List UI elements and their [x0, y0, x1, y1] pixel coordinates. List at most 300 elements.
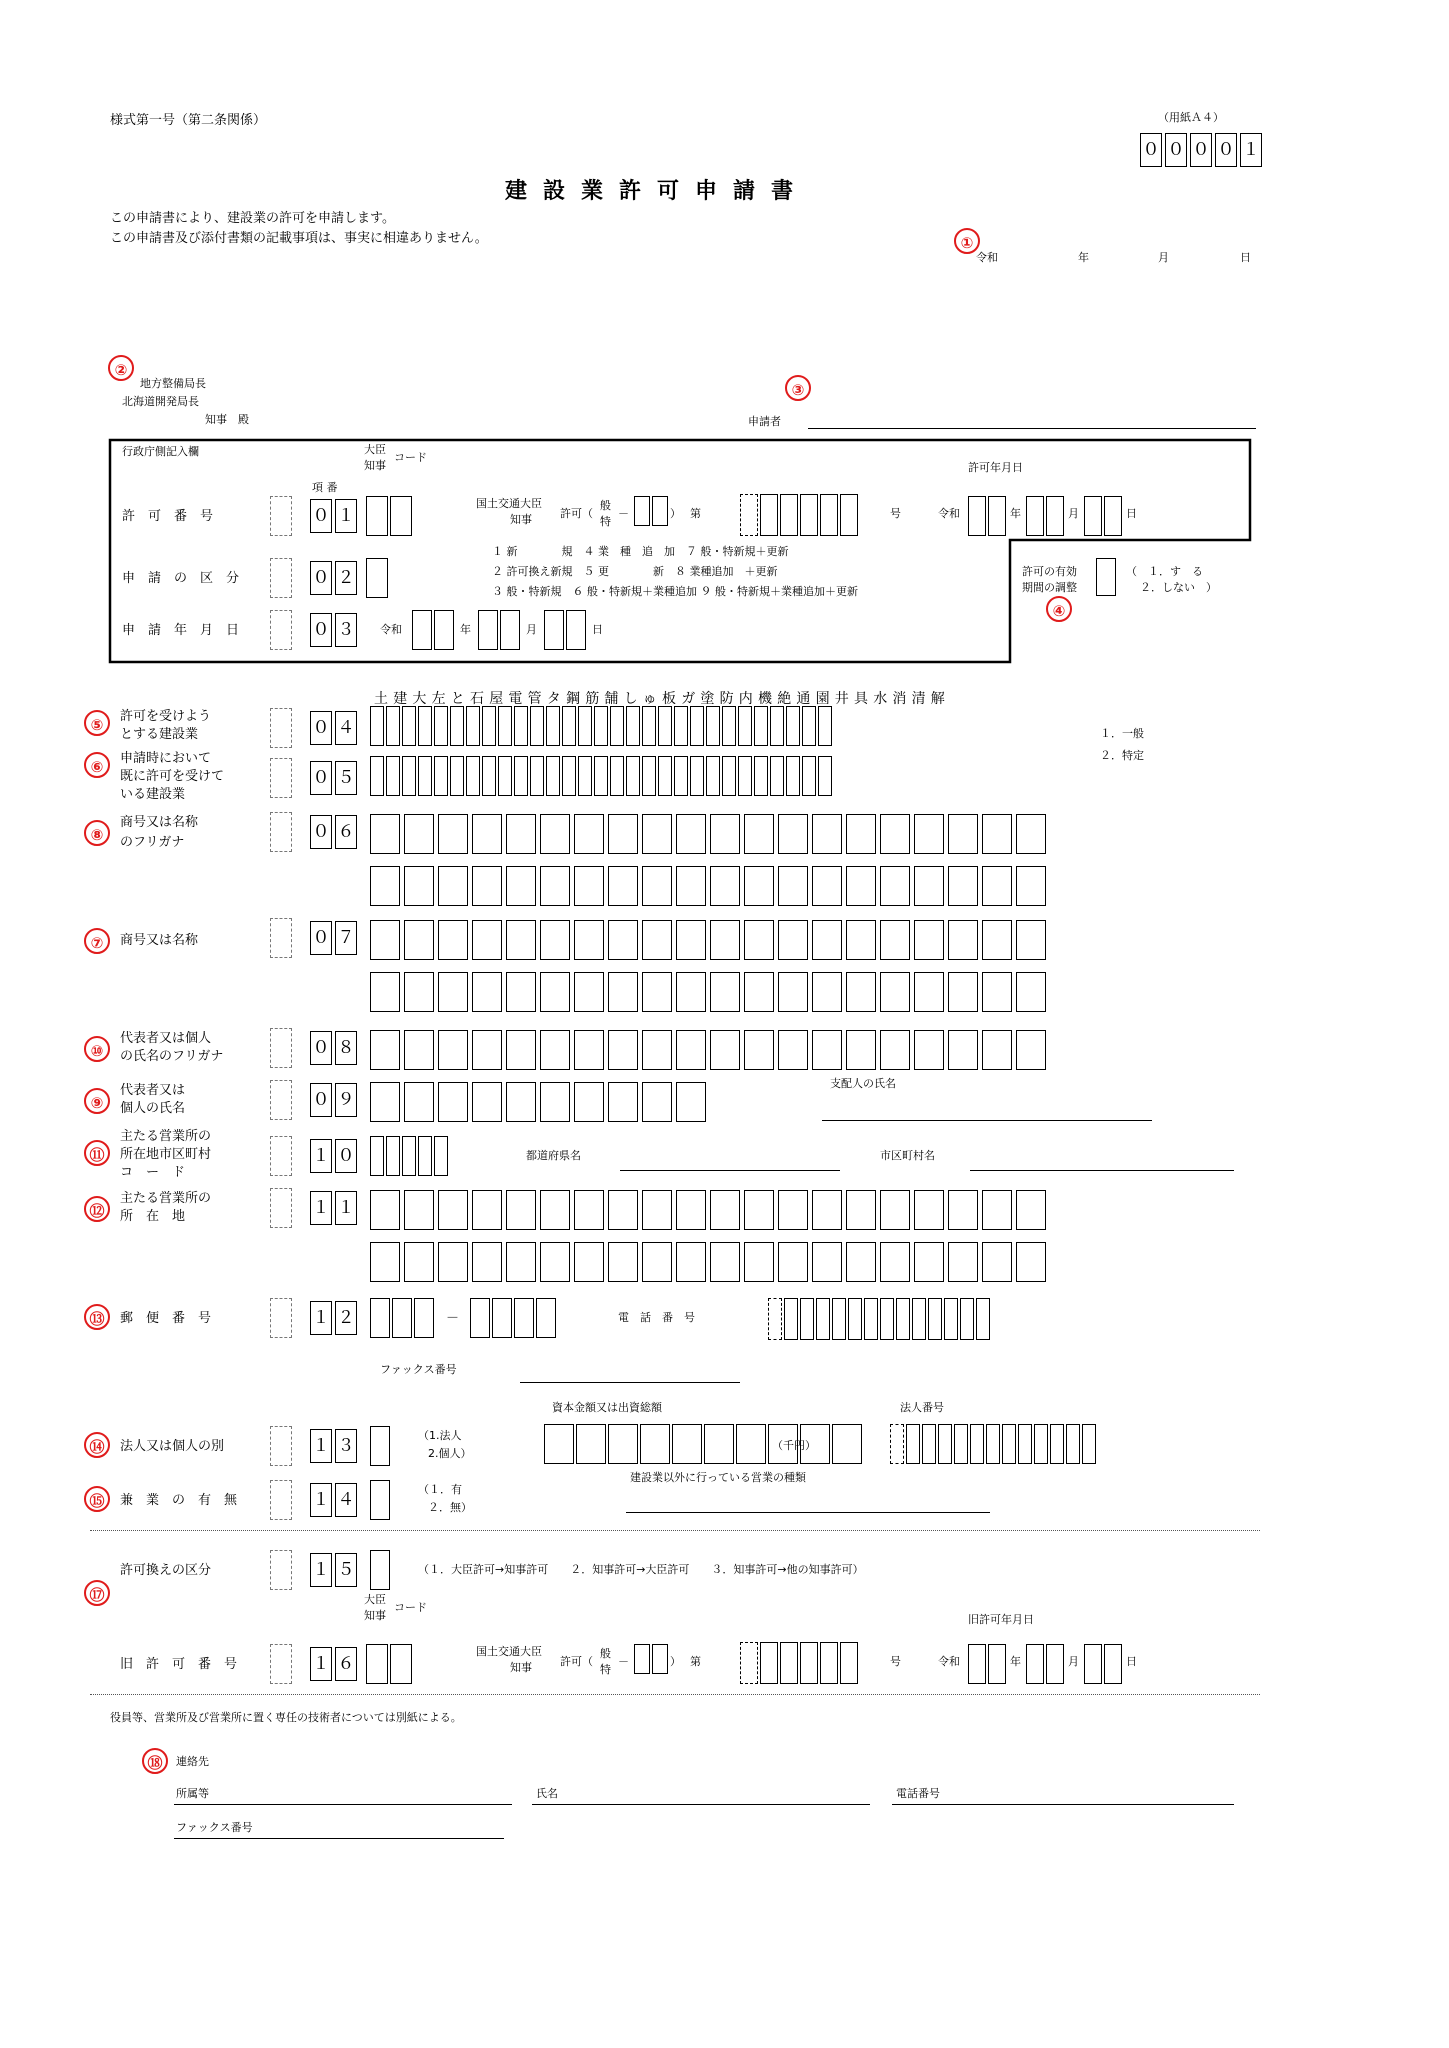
- input-cell[interactable]: [818, 756, 832, 796]
- input-cell[interactable]: [642, 920, 672, 960]
- address-boxes-2[interactable]: [370, 1242, 1046, 1282]
- input-cell[interactable]: [370, 972, 400, 1012]
- input-cell[interactable]: [472, 866, 502, 906]
- input-cell[interactable]: [948, 1242, 978, 1282]
- input-cell[interactable]: [710, 1030, 740, 1070]
- apply-month-boxes[interactable]: [478, 610, 520, 650]
- input-cell[interactable]: [848, 1298, 862, 1340]
- input-cell[interactable]: [404, 920, 434, 960]
- input-cell[interactable]: [970, 1424, 984, 1464]
- input-cell[interactable]: [470, 1298, 490, 1338]
- input-cell[interactable]: [574, 814, 604, 854]
- input-cell[interactable]: [438, 1242, 468, 1282]
- input-cell[interactable]: [404, 814, 434, 854]
- input-cell[interactable]: [744, 866, 774, 906]
- furigana-boxes-2[interactable]: [370, 866, 1046, 906]
- input-cell[interactable]: [472, 1190, 502, 1230]
- input-cell[interactable]: [676, 1242, 706, 1282]
- input-cell[interactable]: [370, 1298, 390, 1338]
- input-cell[interactable]: [846, 1190, 876, 1230]
- check-box[interactable]: [270, 1136, 292, 1176]
- input-cell[interactable]: [642, 972, 672, 1012]
- input-cell[interactable]: [450, 706, 464, 746]
- rep-furigana-boxes[interactable]: [370, 1030, 1046, 1070]
- input-cell[interactable]: [402, 706, 416, 746]
- input-cell[interactable]: [778, 1190, 808, 1230]
- input-cell[interactable]: [472, 814, 502, 854]
- input-cell[interactable]: [846, 866, 876, 906]
- input-cell[interactable]: [608, 1242, 638, 1282]
- fax-line[interactable]: [520, 1372, 740, 1383]
- input-cell[interactable]: [744, 972, 774, 1012]
- input-cell[interactable]: [546, 706, 560, 746]
- input-cell[interactable]: [672, 1424, 702, 1464]
- input-cell[interactable]: [370, 706, 384, 746]
- input-cell[interactable]: [574, 1242, 604, 1282]
- input-cell[interactable]: [812, 814, 842, 854]
- input-cell[interactable]: [846, 972, 876, 1012]
- zip-boxes-2[interactable]: [470, 1298, 556, 1338]
- other-biz-line[interactable]: [626, 1502, 990, 1513]
- check-box[interactable]: [270, 1028, 292, 1068]
- input-cell[interactable]: [514, 706, 528, 746]
- input-cell[interactable]: [706, 756, 720, 796]
- input-cell[interactable]: [562, 706, 576, 746]
- name-boxes-1[interactable]: [370, 920, 1046, 960]
- input-cell[interactable]: [540, 814, 570, 854]
- corp-no-boxes[interactable]: [890, 1424, 1096, 1464]
- input-cell[interactable]: [402, 1136, 416, 1176]
- input-cell[interactable]: [1016, 866, 1046, 906]
- input-cell[interactable]: [434, 706, 448, 746]
- input-cell[interactable]: [738, 706, 752, 746]
- input-cell[interactable]: [880, 866, 910, 906]
- input-cell[interactable]: [778, 1242, 808, 1282]
- input-cell[interactable]: [818, 706, 832, 746]
- input-cell[interactable]: [914, 814, 944, 854]
- input-cell[interactable]: [736, 1424, 766, 1464]
- zip-boxes-1[interactable]: [370, 1298, 434, 1338]
- input-cell[interactable]: [710, 972, 740, 1012]
- input-cell[interactable]: [472, 972, 502, 1012]
- apply-day-boxes[interactable]: [544, 610, 586, 650]
- input-cell[interactable]: [578, 756, 592, 796]
- input-cell[interactable]: [450, 756, 464, 796]
- input-cell[interactable]: [370, 920, 400, 960]
- input-cell[interactable]: [948, 866, 978, 906]
- input-cell[interactable]: [676, 814, 706, 854]
- input-cell[interactable]: [530, 756, 544, 796]
- input-cell[interactable]: [640, 1424, 670, 1464]
- input-cell[interactable]: [514, 756, 528, 796]
- permit-month-boxes[interactable]: [1026, 496, 1064, 536]
- check-box[interactable]: [270, 558, 292, 598]
- input-cell[interactable]: [778, 972, 808, 1012]
- apply-year-boxes[interactable]: [412, 610, 454, 650]
- input-cell[interactable]: [706, 706, 720, 746]
- input-cell[interactable]: [418, 706, 432, 746]
- input-cell[interactable]: [914, 1242, 944, 1282]
- check-box[interactable]: [270, 496, 292, 536]
- pref-line[interactable]: [620, 1160, 840, 1171]
- input-cell[interactable]: [1016, 920, 1046, 960]
- input-cell[interactable]: [610, 756, 624, 796]
- input-cell[interactable]: [744, 1190, 774, 1230]
- old-kind-boxes[interactable]: [634, 1644, 668, 1674]
- input-cell[interactable]: [802, 706, 816, 746]
- input-cell[interactable]: [414, 1298, 434, 1338]
- contact-name-line[interactable]: [532, 1792, 870, 1805]
- input-cell[interactable]: [880, 1190, 910, 1230]
- contact-tel-line[interactable]: [892, 1792, 1234, 1805]
- permit-day-boxes[interactable]: [1084, 496, 1122, 536]
- input-cell[interactable]: [944, 1298, 958, 1340]
- permit-year-boxes[interactable]: [968, 496, 1006, 536]
- input-cell[interactable]: [404, 972, 434, 1012]
- input-cell[interactable]: [404, 1242, 434, 1282]
- input-cell[interactable]: [832, 1298, 846, 1340]
- input-cell[interactable]: [812, 1242, 842, 1282]
- input-cell[interactable]: [574, 1030, 604, 1070]
- input-cell[interactable]: [690, 756, 704, 796]
- permit-kind-boxes[interactable]: [634, 496, 668, 526]
- input-cell[interactable]: [948, 972, 978, 1012]
- input-cell[interactable]: [642, 1030, 672, 1070]
- input-cell[interactable]: [370, 756, 384, 796]
- office-code-boxes[interactable]: [366, 496, 412, 536]
- input-cell[interactable]: [434, 756, 448, 796]
- input-cell[interactable]: [846, 814, 876, 854]
- input-cell[interactable]: [578, 706, 592, 746]
- trade-boxes-apply[interactable]: [370, 706, 832, 746]
- input-cell[interactable]: [472, 1242, 502, 1282]
- old-day-boxes[interactable]: [1084, 1644, 1122, 1684]
- contact-fax-line[interactable]: [174, 1826, 504, 1839]
- input-cell[interactable]: [608, 1190, 638, 1230]
- corp-type-box[interactable]: [370, 1426, 390, 1466]
- input-cell[interactable]: [642, 756, 656, 796]
- input-cell[interactable]: [540, 1242, 570, 1282]
- input-cell[interactable]: [642, 1082, 672, 1122]
- check-box[interactable]: [270, 812, 292, 852]
- input-cell[interactable]: [540, 1030, 570, 1070]
- input-cell[interactable]: [540, 1082, 570, 1122]
- input-cell[interactable]: [1082, 1424, 1096, 1464]
- input-cell[interactable]: [576, 1424, 606, 1464]
- input-cell[interactable]: [404, 1082, 434, 1122]
- input-cell[interactable]: [1016, 972, 1046, 1012]
- input-cell[interactable]: [744, 1030, 774, 1070]
- input-cell[interactable]: [954, 1424, 968, 1464]
- input-cell[interactable]: [802, 756, 816, 796]
- input-cell[interactable]: [812, 972, 842, 1012]
- input-cell[interactable]: [982, 1190, 1012, 1230]
- input-cell[interactable]: [544, 1424, 574, 1464]
- input-cell[interactable]: [438, 814, 468, 854]
- input-cell[interactable]: [438, 972, 468, 1012]
- old-year-boxes[interactable]: [968, 1644, 1006, 1684]
- input-cell[interactable]: [574, 972, 604, 1012]
- input-cell[interactable]: [370, 1030, 400, 1070]
- check-box[interactable]: [270, 758, 292, 798]
- input-cell[interactable]: [928, 1298, 942, 1340]
- input-cell[interactable]: [914, 866, 944, 906]
- input-cell[interactable]: [466, 706, 480, 746]
- input-cell[interactable]: [690, 706, 704, 746]
- input-cell[interactable]: [642, 814, 672, 854]
- old-code-boxes[interactable]: [366, 1644, 412, 1684]
- input-cell[interactable]: [982, 972, 1012, 1012]
- input-cell[interactable]: [404, 866, 434, 906]
- input-cell[interactable]: [546, 756, 560, 796]
- input-cell[interactable]: [948, 1030, 978, 1070]
- input-cell[interactable]: [506, 1082, 536, 1122]
- input-cell[interactable]: [608, 972, 638, 1012]
- input-cell[interactable]: [914, 920, 944, 960]
- city-line[interactable]: [970, 1160, 1234, 1171]
- input-cell[interactable]: [1050, 1424, 1064, 1464]
- input-cell[interactable]: [890, 1424, 904, 1464]
- input-cell[interactable]: [786, 706, 800, 746]
- input-cell[interactable]: [540, 1190, 570, 1230]
- furigana-boxes-1[interactable]: [370, 814, 1046, 854]
- input-cell[interactable]: [948, 920, 978, 960]
- rep-name-boxes[interactable]: [370, 1082, 706, 1122]
- input-cell[interactable]: [610, 706, 624, 746]
- input-cell[interactable]: [676, 920, 706, 960]
- input-cell[interactable]: [658, 706, 672, 746]
- input-cell[interactable]: [710, 1190, 740, 1230]
- input-cell[interactable]: [392, 1298, 412, 1338]
- input-cell[interactable]: [370, 1242, 400, 1282]
- input-cell[interactable]: [472, 1030, 502, 1070]
- check-box[interactable]: [270, 1644, 292, 1684]
- input-cell[interactable]: [626, 706, 640, 746]
- input-cell[interactable]: [1016, 1242, 1046, 1282]
- input-cell[interactable]: [846, 1242, 876, 1282]
- input-cell[interactable]: [608, 920, 638, 960]
- input-cell[interactable]: [506, 972, 536, 1012]
- input-cell[interactable]: [676, 866, 706, 906]
- trade-boxes-existing[interactable]: [370, 756, 832, 796]
- input-cell[interactable]: [738, 756, 752, 796]
- input-cell[interactable]: [466, 756, 480, 796]
- input-cell[interactable]: [506, 1030, 536, 1070]
- input-cell[interactable]: [800, 1298, 814, 1340]
- input-cell[interactable]: [778, 920, 808, 960]
- input-cell[interactable]: [386, 756, 400, 796]
- old-month-boxes[interactable]: [1026, 1644, 1064, 1684]
- check-box[interactable]: [270, 1080, 292, 1120]
- input-cell[interactable]: [438, 1082, 468, 1122]
- input-cell[interactable]: [642, 1242, 672, 1282]
- input-cell[interactable]: [370, 1082, 400, 1122]
- city-code-boxes[interactable]: [370, 1136, 448, 1176]
- input-cell[interactable]: [786, 756, 800, 796]
- input-cell[interactable]: [594, 706, 608, 746]
- input-cell[interactable]: [986, 1424, 1000, 1464]
- input-cell[interactable]: [710, 866, 740, 906]
- input-cell[interactable]: [674, 706, 688, 746]
- input-cell[interactable]: [626, 756, 640, 796]
- input-cell[interactable]: [608, 1082, 638, 1122]
- input-cell[interactable]: [506, 920, 536, 960]
- validity-box[interactable]: [1096, 558, 1116, 596]
- input-cell[interactable]: [938, 1424, 952, 1464]
- input-cell[interactable]: [676, 1082, 706, 1122]
- input-cell[interactable]: [370, 814, 400, 854]
- input-cell[interactable]: [574, 1190, 604, 1230]
- input-cell[interactable]: [402, 756, 416, 796]
- input-cell[interactable]: [982, 920, 1012, 960]
- input-cell[interactable]: [608, 1424, 638, 1464]
- input-cell[interactable]: [506, 1242, 536, 1282]
- input-cell[interactable]: [770, 706, 784, 746]
- input-cell[interactable]: [1002, 1424, 1016, 1464]
- apply-kubun-box[interactable]: [366, 558, 388, 598]
- input-cell[interactable]: [1066, 1424, 1080, 1464]
- input-cell[interactable]: [574, 866, 604, 906]
- input-cell[interactable]: [948, 814, 978, 854]
- input-cell[interactable]: [812, 920, 842, 960]
- input-cell[interactable]: [982, 866, 1012, 906]
- input-cell[interactable]: [498, 756, 512, 796]
- input-cell[interactable]: [710, 920, 740, 960]
- input-cell[interactable]: [816, 1298, 830, 1340]
- input-cell[interactable]: [530, 706, 544, 746]
- input-cell[interactable]: [1016, 1190, 1046, 1230]
- input-cell[interactable]: [514, 1298, 534, 1338]
- check-box[interactable]: [270, 1480, 292, 1520]
- input-cell[interactable]: [744, 814, 774, 854]
- permit-number-boxes[interactable]: [740, 494, 858, 536]
- input-cell[interactable]: [880, 1242, 910, 1282]
- input-cell[interactable]: [676, 972, 706, 1012]
- input-cell[interactable]: [982, 814, 1012, 854]
- input-cell[interactable]: [864, 1298, 878, 1340]
- input-cell[interactable]: [896, 1298, 910, 1340]
- input-cell[interactable]: [608, 814, 638, 854]
- input-cell[interactable]: [744, 920, 774, 960]
- input-cell[interactable]: [386, 706, 400, 746]
- address-boxes-1[interactable]: [370, 1190, 1046, 1230]
- input-cell[interactable]: [778, 814, 808, 854]
- input-cell[interactable]: [880, 972, 910, 1012]
- input-cell[interactable]: [674, 756, 688, 796]
- input-cell[interactable]: [386, 1136, 400, 1176]
- input-cell[interactable]: [948, 1190, 978, 1230]
- input-cell[interactable]: [922, 1424, 936, 1464]
- input-cell[interactable]: [914, 1030, 944, 1070]
- input-cell[interactable]: [812, 1030, 842, 1070]
- input-cell[interactable]: [676, 1190, 706, 1230]
- check-box[interactable]: [270, 1298, 292, 1338]
- kengyo-box[interactable]: [370, 1480, 390, 1520]
- input-cell[interactable]: [438, 1190, 468, 1230]
- input-cell[interactable]: [536, 1298, 556, 1338]
- input-cell[interactable]: [506, 814, 536, 854]
- input-cell[interactable]: [880, 920, 910, 960]
- check-box[interactable]: [270, 1426, 292, 1466]
- input-cell[interactable]: [540, 920, 570, 960]
- input-cell[interactable]: [642, 866, 672, 906]
- check-box[interactable]: [270, 1188, 292, 1228]
- input-cell[interactable]: [404, 1190, 434, 1230]
- check-box[interactable]: [270, 1550, 292, 1590]
- input-cell[interactable]: [912, 1298, 926, 1340]
- input-cell[interactable]: [982, 1242, 1012, 1282]
- input-cell[interactable]: [642, 1190, 672, 1230]
- input-cell[interactable]: [812, 1190, 842, 1230]
- input-cell[interactable]: [658, 756, 672, 796]
- input-cell[interactable]: [482, 706, 496, 746]
- input-cell[interactable]: [540, 866, 570, 906]
- input-cell[interactable]: [778, 1030, 808, 1070]
- input-cell[interactable]: [1034, 1424, 1048, 1464]
- input-cell[interactable]: [438, 1030, 468, 1070]
- input-cell[interactable]: [784, 1298, 798, 1340]
- input-cell[interactable]: [370, 1190, 400, 1230]
- input-cell[interactable]: [832, 1424, 862, 1464]
- input-cell[interactable]: [434, 1136, 448, 1176]
- old-number-boxes[interactable]: [740, 1642, 858, 1684]
- input-cell[interactable]: [574, 920, 604, 960]
- change-type-box[interactable]: [370, 1550, 390, 1590]
- input-cell[interactable]: [710, 814, 740, 854]
- input-cell[interactable]: [404, 1030, 434, 1070]
- input-cell[interactable]: [370, 866, 400, 906]
- manager-line[interactable]: [822, 1110, 1152, 1121]
- input-cell[interactable]: [642, 706, 656, 746]
- input-cell[interactable]: [482, 756, 496, 796]
- input-cell[interactable]: [982, 1030, 1012, 1070]
- input-cell[interactable]: [574, 1082, 604, 1122]
- input-cell[interactable]: [704, 1424, 734, 1464]
- input-cell[interactable]: [540, 972, 570, 1012]
- input-cell[interactable]: [1018, 1424, 1032, 1464]
- check-box[interactable]: [270, 918, 292, 958]
- input-cell[interactable]: [594, 756, 608, 796]
- input-cell[interactable]: [562, 756, 576, 796]
- input-cell[interactable]: [438, 920, 468, 960]
- input-cell[interactable]: [976, 1298, 990, 1340]
- input-cell[interactable]: [914, 972, 944, 1012]
- input-cell[interactable]: [1016, 1030, 1046, 1070]
- input-cell[interactable]: [472, 920, 502, 960]
- input-cell[interactable]: [770, 756, 784, 796]
- input-cell[interactable]: [880, 1030, 910, 1070]
- input-cell[interactable]: [676, 1030, 706, 1070]
- input-cell[interactable]: [710, 1242, 740, 1282]
- input-cell[interactable]: [722, 706, 736, 746]
- input-cell[interactable]: [846, 920, 876, 960]
- input-cell[interactable]: [438, 866, 468, 906]
- tel-boxes[interactable]: [768, 1298, 990, 1340]
- input-cell[interactable]: [754, 756, 768, 796]
- input-cell[interactable]: [914, 1190, 944, 1230]
- input-cell[interactable]: [880, 1298, 894, 1340]
- check-box[interactable]: [270, 610, 292, 650]
- input-cell[interactable]: [608, 866, 638, 906]
- input-cell[interactable]: [722, 756, 736, 796]
- name-boxes-2[interactable]: [370, 972, 1046, 1012]
- input-cell[interactable]: [472, 1082, 502, 1122]
- input-cell[interactable]: [744, 1242, 774, 1282]
- check-box[interactable]: [270, 708, 292, 748]
- input-cell[interactable]: [960, 1298, 974, 1340]
- input-cell[interactable]: [498, 706, 512, 746]
- input-cell[interactable]: [812, 866, 842, 906]
